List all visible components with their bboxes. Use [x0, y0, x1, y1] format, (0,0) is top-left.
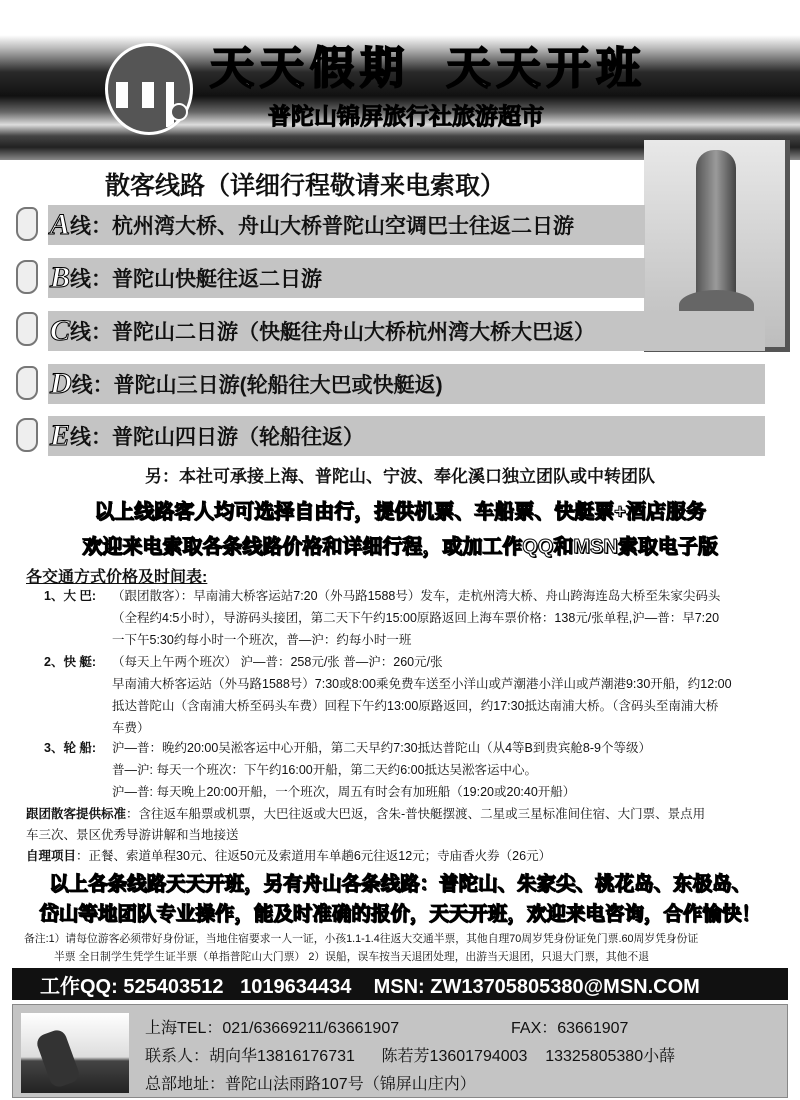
routes-heading: 散客线路（详细行程敬请来电索取）: [105, 172, 506, 200]
route-text: 普陀山快艇往返二日游: [112, 268, 323, 291]
route-text: 普陀山四日游（轮船往返）: [112, 426, 365, 449]
bus-line: （全程约4:5小时），导游码头接团，第二天下午约15:00原路返回上海车票价格：138元/张单程,沪—普：早7:20: [112, 611, 720, 625]
bus-line: （跟团散客）：早南浦大桥客运站7:20（外马路1588号）发车，走杭州湾大桥、舟山跨海连岛大桥至朱家尖码头: [112, 589, 721, 603]
speedboat-line: 早南浦大桥客运站（外马路1588号）7:30或8:00乘免费车送至小洋山或芦潮港小洋山或芦潮港9:30开船，约12:00: [112, 677, 732, 691]
route-b: [48, 258, 645, 298]
ship-line: 普—沪: 每天一个班次：下午约16:00开船，第二天约6:00抵达吴淞客运中心。: [112, 763, 538, 777]
selfpay-text: ：正餐、索道单程30元、往返50元及索道用车单趟6元往返12元；寺庙香火券（26元）: [76, 849, 552, 863]
standard-line: 车三次、景区优秀导游讲解和当地接送: [26, 828, 239, 842]
route-letter: E: [50, 419, 71, 452]
qq-msn-contact-bar: 工作QQ: 525403512 1019634434 MSN: ZW13705805380@MSN.COM: [12, 968, 788, 1000]
standard-text: ：含往返车船票或机票，大巴往返或大巴返，含朱-普快艇摆渡、二星或三星标准间住宿、大门票、景点用: [126, 807, 706, 821]
thumbs-up-icon: [16, 418, 38, 452]
self-pay-items: [26, 846, 551, 867]
route-suffix: 线：: [70, 268, 113, 291]
speedboat-label: 2、快 艇:: [44, 655, 97, 669]
promo-line-4: 岱山等地团队专业操作，能及时准确的报价，天天开班，欢迎来电咨询，合作愉快！: [39, 903, 761, 925]
hq-address: 总部地址：普陀山法雨路107号（锦屏山庄内）: [145, 1076, 476, 1093]
ship-line: 沪—普：晚约20:00吴淞客运中心开船，第二天早约7:30抵达普陀山（从4等B到贵宾舱8-9个等级）: [112, 741, 651, 755]
footer-contact-box: [12, 1004, 788, 1098]
thumbs-up-icon: [16, 312, 38, 346]
route-text: 杭州湾大桥、舟山大桥普陀山空调巴士往返二日游: [112, 215, 575, 238]
thumbs-up-icon: [16, 207, 38, 241]
ship-label: 3、轮 船:: [44, 741, 97, 755]
route-suffix: 线：: [71, 374, 114, 397]
speedboat-line: 车费）: [112, 721, 150, 735]
transport-heading: 各交通方式价格及时间表:: [26, 569, 208, 586]
speedboat-line: 抵达普陀山（含南浦大桥至码头车费）回程下午约13:00原路返回，约17:30抵达南浦大桥。（含码头至南浦大桥: [112, 699, 719, 713]
notes-line: 半票 全日制学生凭学生证半票（单指普陀山大门票） 2）误船，误车按当天退团处理，出游当天退团，只退大门票，其他不退: [54, 951, 650, 963]
contact-persons: 联系人：胡向华13816176731 陈若芳13601794003 13325805380小薛: [145, 1048, 676, 1065]
logo-dot: [170, 103, 188, 121]
route-text: 普陀山三日游(轮船往大巴或快艇返): [113, 374, 443, 397]
route-suffix: 线：: [70, 215, 113, 238]
service-standard: [26, 804, 705, 825]
agency-logo: [105, 43, 193, 135]
route-suffix: 线：: [70, 321, 113, 344]
bus-line: 一下午5:30约每小时一个班次，普—沪：约每小时一班: [112, 633, 412, 647]
praying-figure-photo: [21, 1013, 129, 1093]
route-d: [48, 364, 765, 404]
promo-line-2: 欢迎来电索取各条线路价格和详细行程，或加工作QQ和MSN索取电子版: [82, 536, 718, 558]
route-c: [48, 311, 765, 351]
thumbs-up-icon: [16, 260, 38, 294]
route-text: 普陀山二日游（快艇往舟山大桥杭州湾大桥大巴返）: [112, 321, 596, 344]
thumbs-up-icon: [16, 366, 38, 400]
route-a: [48, 205, 645, 245]
route-letter: C: [50, 314, 71, 347]
shanghai-tel: 上海TEL：021/63669211/63661907: [145, 1020, 400, 1037]
route-letter: D: [50, 367, 72, 400]
route-letter: B: [50, 261, 71, 294]
speedboat-line: （每天上午两个班次） 沪—普：258元/张 普—沪：260元/张: [112, 655, 443, 669]
selfpay-label: 自理项目: [26, 849, 77, 863]
route-suffix: 线：: [70, 426, 113, 449]
fax: FAX：63661907: [511, 1020, 629, 1037]
promo-line-3: 以上各条线路天天开班，另有舟山各条线路：普陀山、朱家尖、桃花岛、东极岛、: [48, 873, 751, 895]
promo-line-1: 以上线路客人均可选择自由行，提供机票、车船票、快艇票+酒店服务: [94, 501, 706, 523]
route-letter: A: [50, 208, 71, 241]
ship-line: 沪—普: 每天晚上20:00开船，一个班次，周五有时会有加班船（19:20或20:40开船）: [112, 785, 576, 799]
bus-label: 1、大 巴:: [44, 589, 97, 603]
route-e: [48, 416, 765, 456]
banner-title: 天天假期 天天开班: [210, 44, 647, 93]
banner-subtitle: 普陀山锦屏旅行社旅游超市: [268, 103, 544, 129]
standard-label: 跟团散客提供标准: [26, 807, 127, 821]
notes-line: 备注:1）请每位游客必须带好身份证，当地住宿要求一人一证，小孩1.1-1.4往返大交通半票，其他自理70周岁凭身份证免门票.60周岁凭身份证: [24, 933, 699, 945]
group-tour-note: 另：本社可承接上海、普陀山、宁波、奉化溪口独立团队或中转团队: [145, 467, 655, 486]
